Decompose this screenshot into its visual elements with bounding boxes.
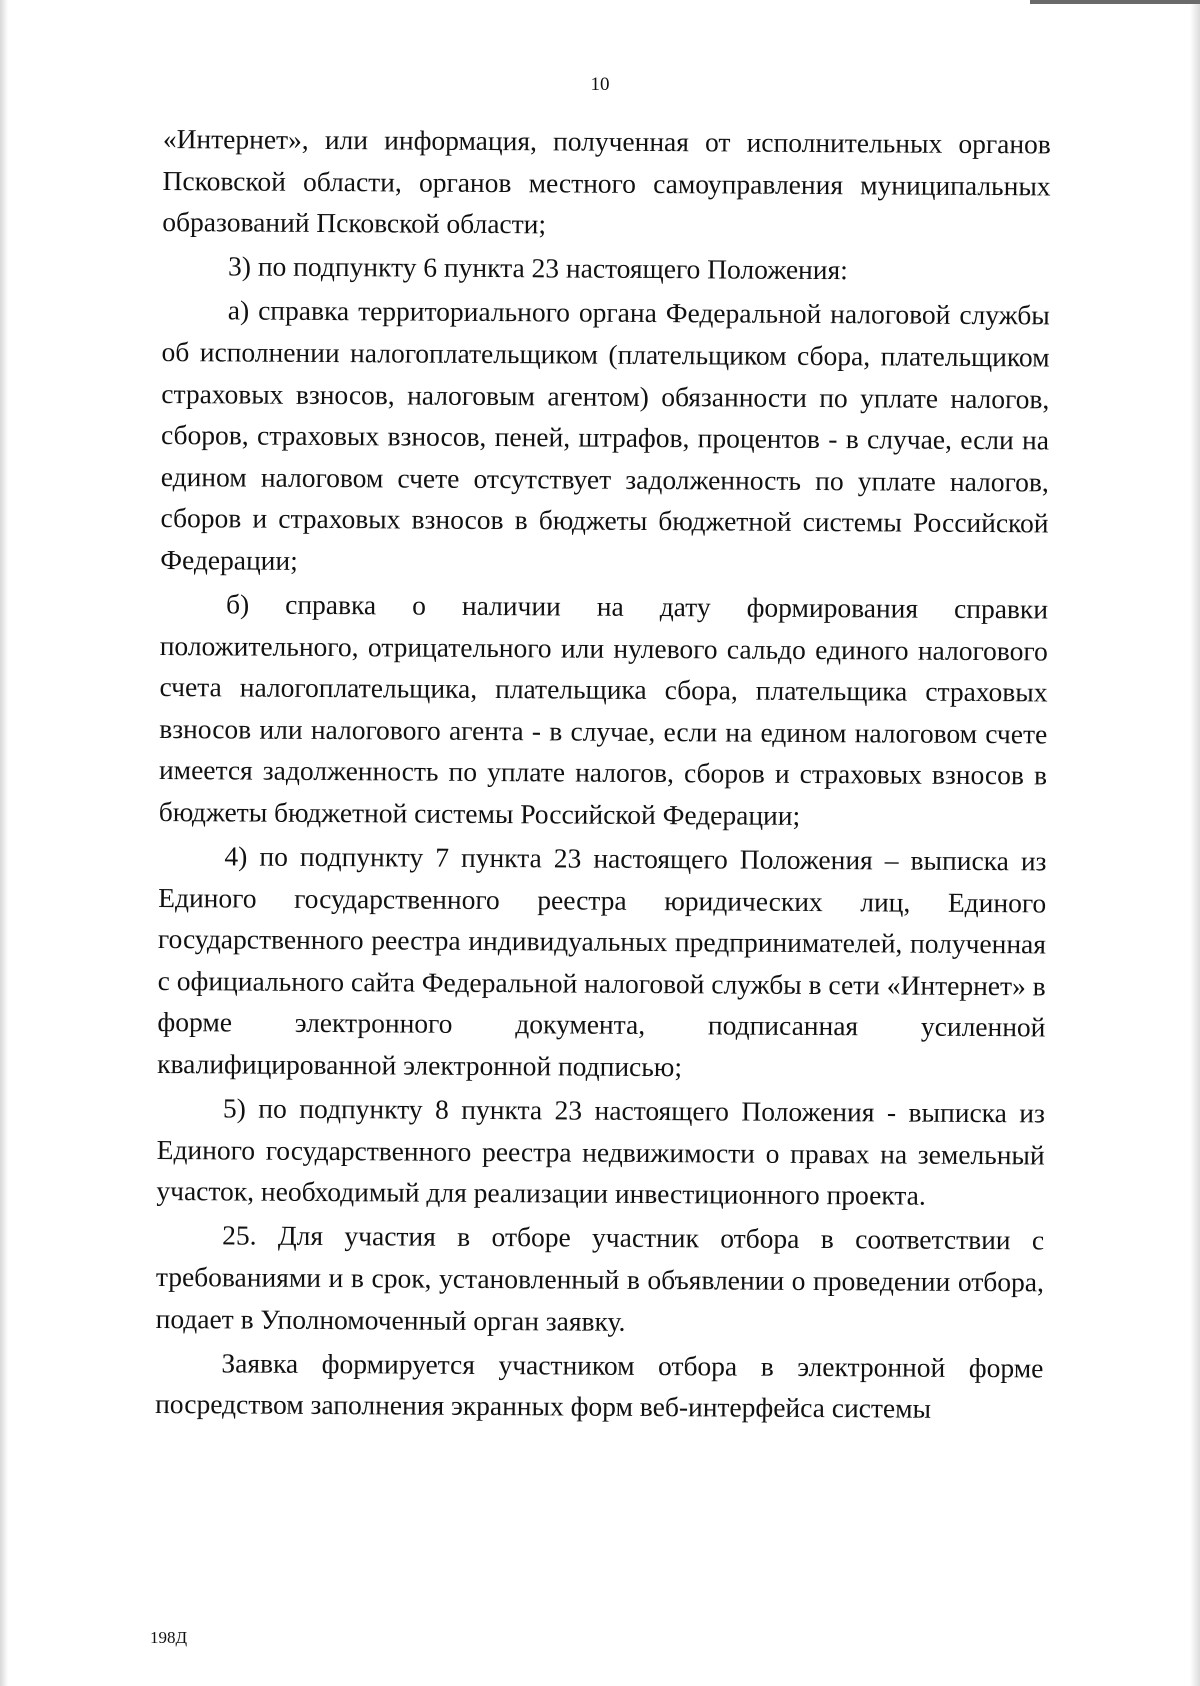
paragraph-clause-25: 25. Для участия в отборе участник отбора в соответствии с требованиями и в срок, установленный в объявлении о проведении отбора, подает в Уполномоченный орган заявку. <box>155 1219 1045 1337</box>
paragraph-item-3: 3) по подпункту 6 пункта 23 настоящего Положения: <box>228 250 848 286</box>
document-code: 198Д <box>150 1628 188 1647</box>
scan-edge-left <box>0 0 8 1686</box>
scan-edge-top <box>1030 0 1200 4</box>
paragraph-application: Заявка формируется участником отбора в электронной форме посредством заполнения экранных форм веб-интерфейса системы <box>155 1347 1044 1425</box>
paragraph-subitem-a: а) справка территориального органа Федеральной налоговой службы об исполнении налогоплательщиком (плательщиком сбора, плательщиком страховых взносов, налоговым агентом) обязанности по уплате налогов, сборов, страховых взносов, пеней, штрафов, процентов - в случае, если на едином налоговом счете отсутствует задолженность по уплате налогов, сборов и страховых взносов в бюджеты бюджетной системы Российской Федерации; <box>160 294 1050 576</box>
scan-edge-right <box>1190 0 1200 1686</box>
paragraph-continuation: «Интернет», или информация, полученная от исполнительных органов Псковской области, органов местного самоуправления муниципальных образований Псковской области; <box>162 122 1051 240</box>
paragraph-item-4: 4) по подпункту 7 пункта 23 настоящего Положения – выписка из Единого государственного реестра юридических лиц, Единого государственного реестра индивидуальных предпринимателей, полученная с официального сайта Федеральной налоговой службы в сети «Интернет» в форме электронного документа, подписанная усиленной квалифицированной электронной подписью; <box>157 840 1047 1083</box>
page-number: 10 <box>590 74 610 95</box>
paragraph-item-5: 5) по подпункту 8 пункта 23 настоящего Положения - выписка из Единого государственного реестра недвижимости о правах на земельный участок, необходимый для реализации инвестиционного проекта. <box>156 1092 1046 1212</box>
document-body <box>155 118 1051 1433</box>
paragraph-subitem-b: б) справка о наличии на дату формирования справки положительного, отрицательного или нулевого сальдо единого налогового счета налогоплательщика, плательщика сбора, плательщика страховых взносов или налогового агента - в случае, если на едином налоговом счете имеется задолженность по уплате налогов, сборов и страховых взносов в бюджеты бюджетной системы Российской Федерации; <box>158 588 1049 831</box>
